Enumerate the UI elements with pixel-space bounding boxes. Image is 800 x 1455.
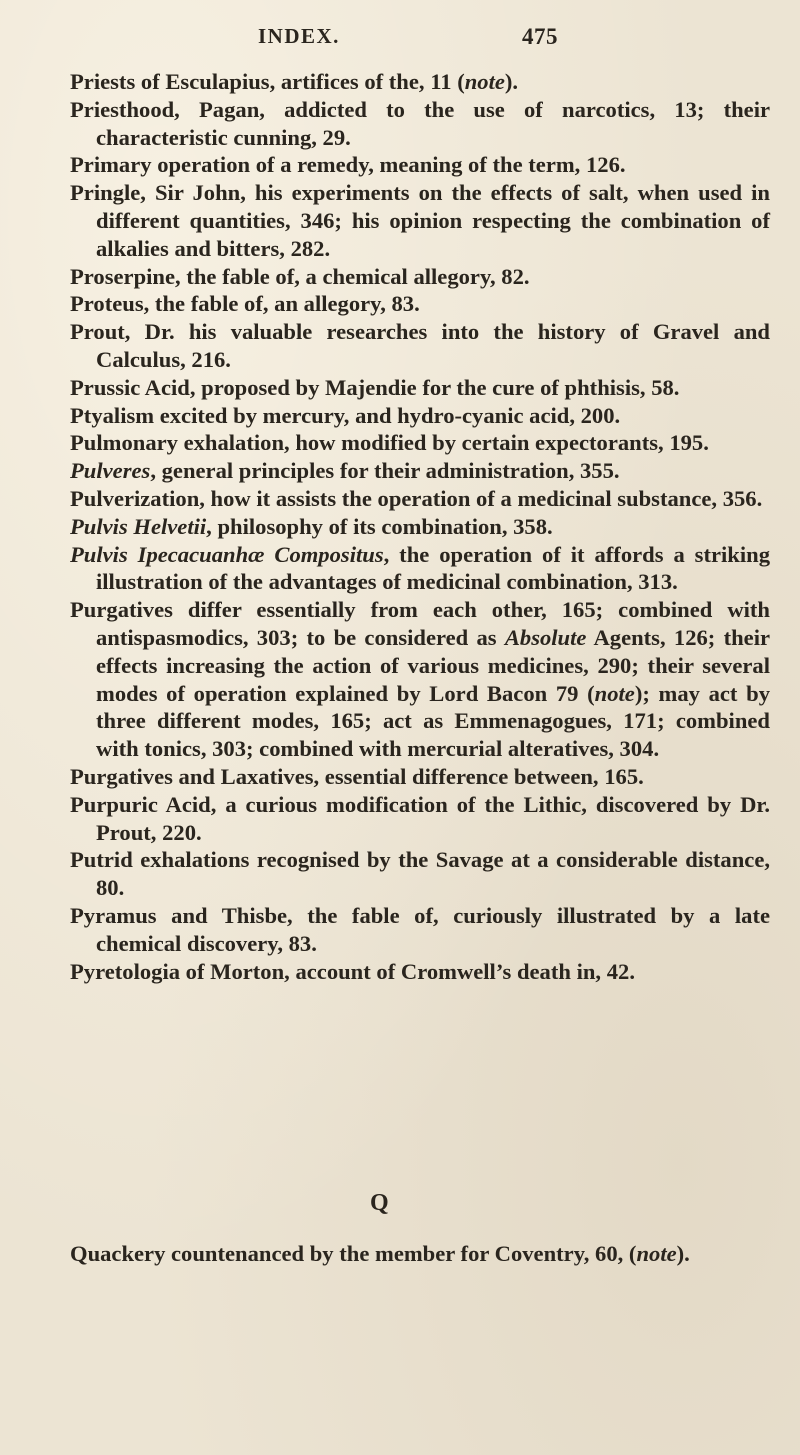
index-entry bbox=[70, 429, 770, 457]
index-entry bbox=[70, 402, 770, 430]
entry-text: Quackery countenanced by the member for Coventry, 60, ( bbox=[70, 1241, 637, 1266]
index-entry bbox=[70, 374, 770, 402]
entry-text: Pyramus and Thisbe, the fable of, curiously illustrated by a late chemical discovery, 83. bbox=[70, 902, 770, 956]
entry-text: Pulvis Helvetii bbox=[70, 513, 207, 539]
index-entry bbox=[70, 791, 770, 847]
entry-text: , philosophy of its combination, 358. bbox=[206, 513, 553, 539]
index-entry bbox=[70, 179, 770, 262]
index-entry bbox=[70, 263, 770, 291]
entry-text: note bbox=[464, 69, 505, 94]
entry-text: Absolute bbox=[504, 624, 587, 650]
entry-text: Putrid exhalations recognised by the Savage at a considerable distance, 80. bbox=[70, 847, 770, 901]
index-entry bbox=[70, 763, 770, 791]
entry-text: Proteus, the fable of, an allegory, 83. bbox=[70, 291, 420, 317]
index-entries-q bbox=[70, 1240, 770, 1268]
entry-text: Ptyalism excited by mercury, and hydro-cyanic acid, 200. bbox=[70, 402, 621, 428]
entry-text: Prussic Acid, proposed by Majendie for the cure of phthisis, 58. bbox=[70, 374, 680, 400]
entry-text: Priesthood, Pagan, addicted to the use of narcotics, 13; their characteristic cunning, 29. bbox=[70, 96, 770, 150]
entry-text: Proserpine, the fable of, a chemical allegory, 82. bbox=[70, 263, 530, 289]
index-entry bbox=[70, 68, 770, 96]
index-entry bbox=[70, 541, 770, 597]
page-number: 475 bbox=[522, 24, 558, 49]
entry-text: note bbox=[594, 680, 635, 706]
index-entry bbox=[70, 513, 770, 541]
entry-text: ). bbox=[676, 1241, 690, 1266]
index-entry bbox=[70, 958, 770, 986]
entry-text: , the operation of it affords a striking illustration of the advantages of medicinal combination, 313. bbox=[96, 541, 770, 595]
entry-text: Prout, Dr. his valuable researches into the history of Gravel and Calculus, 216. bbox=[70, 319, 770, 372]
entry-text: Purgatives and Laxatives, essential difference between, 165. bbox=[70, 763, 644, 789]
entry-text: Purgatives differ essentially from each other, 165; combined with antispasmodics, 303; to be considered as bbox=[70, 597, 770, 650]
entry-text: Pulveres bbox=[70, 458, 151, 484]
entry-text: note bbox=[636, 1241, 677, 1266]
entry-text: Priests of Esculapius, artifices of the, 11 ( bbox=[70, 69, 465, 94]
entry-text: Pulmonary exhalation, how modified by certain expectorants, 195. bbox=[70, 430, 709, 456]
index-entry bbox=[70, 151, 770, 179]
entry-text: ). bbox=[504, 69, 519, 94]
entry-text: Pringle, Sir John, his experiments on the effects of salt, when used in different quantities, 346; his opinion respecting the combination of alkalies and bitters, 282. bbox=[70, 180, 770, 261]
index-entry bbox=[70, 1240, 770, 1268]
index-entry bbox=[70, 290, 770, 318]
entry-text: Purpuric Acid, a curious modification of the Lithic, discovered by Dr. Prout, 220. bbox=[70, 791, 770, 845]
index-title: INDEX. bbox=[258, 24, 340, 48]
index-entry bbox=[70, 485, 770, 513]
entry-text: ); may act by three different modes, 165; act as Emmenagogues, 171; combined with tonics, 303; combined with mercurial alteratives, 304. bbox=[96, 680, 770, 762]
entry-text: Primary operation of a remedy, meaning of the term, 126. bbox=[70, 152, 626, 178]
index-entry bbox=[70, 457, 770, 485]
index-entry bbox=[70, 846, 770, 902]
entry-text: Pyretologia of Morton, account of Cromwell’s death in, 42. bbox=[70, 958, 635, 984]
section-letter-q: Q bbox=[370, 1190, 389, 1216]
index-entries-p bbox=[70, 68, 770, 985]
index-entry bbox=[70, 96, 770, 152]
entry-text: Agents, 126; their effects increasing the action of various medicines, 290; their several modes of operation explained by Lord Bacon 79 ( bbox=[96, 624, 770, 706]
entry-text: Pulverization, how it assists the operation of a medicinal substance, 356. bbox=[70, 485, 763, 511]
entry-text: , general principles for their administration, 355. bbox=[150, 458, 620, 484]
index-entry bbox=[70, 318, 770, 374]
entry-text: Pulvis Ipecacuanhæ Compositus bbox=[70, 541, 384, 567]
index-entry bbox=[70, 902, 770, 958]
index-entry bbox=[70, 596, 770, 763]
